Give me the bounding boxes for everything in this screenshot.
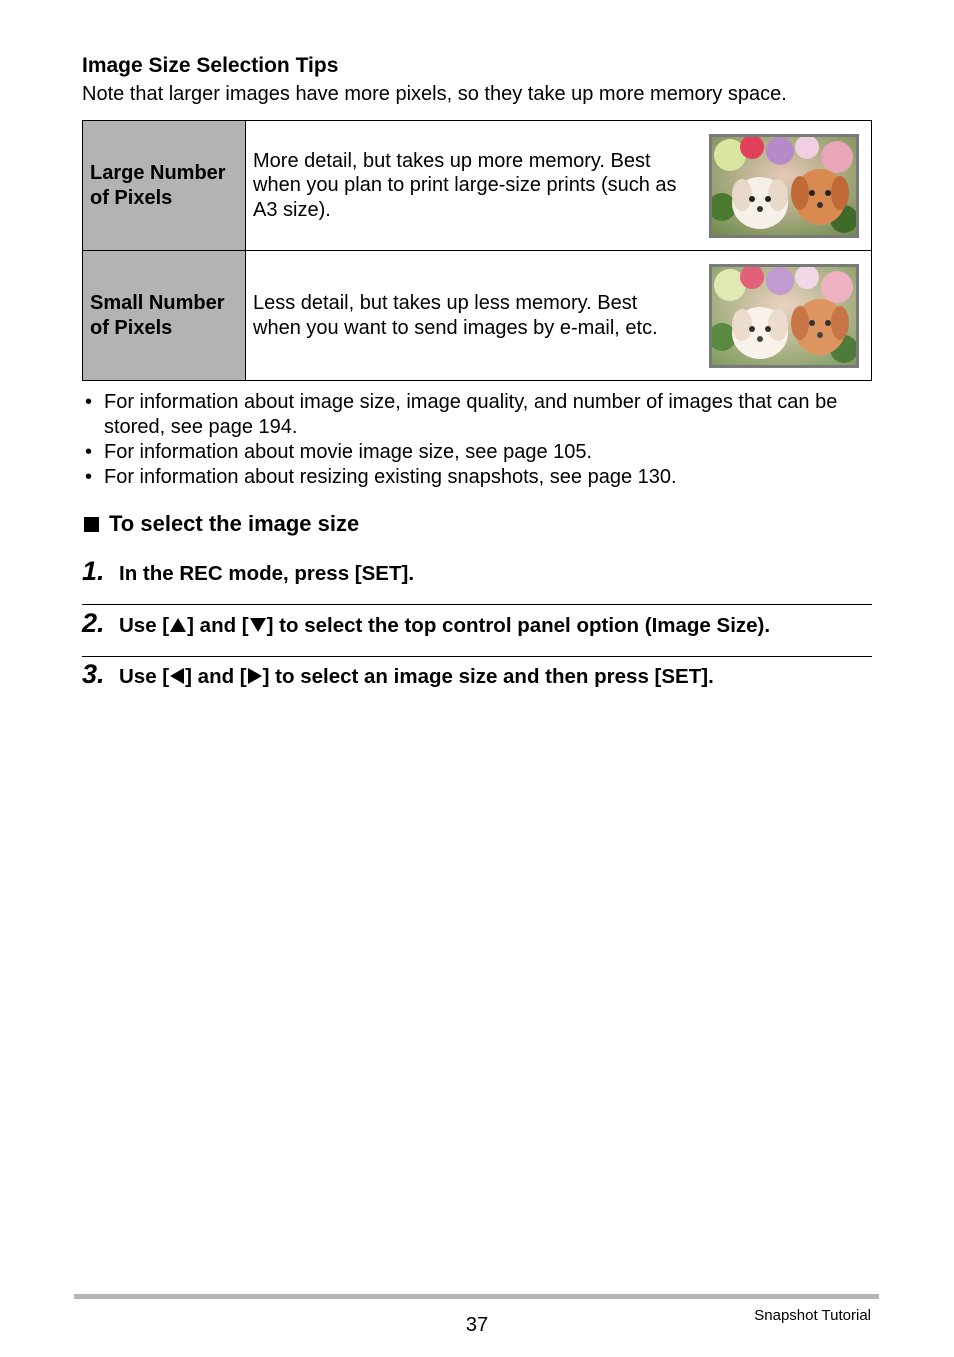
step-divider [82,604,872,605]
square-bullet-icon [84,517,99,532]
bullet: • [85,441,93,463]
table-row [83,121,872,251]
note-text: For information about resizing existing snapshots, see page 130. [104,466,677,488]
section-heading-text: To select the image size [109,511,360,536]
step-text: Use [ ] and [ ] to select an image size and then press [SET]. [119,665,714,688]
list-item [82,465,872,490]
list-item [82,390,872,440]
step-divider [82,656,872,657]
table-row [83,251,872,381]
description-text: More detail, but takes up more memory. Best when you plan to print large-size prints (such as A3 size). [253,149,677,221]
step-2 [82,608,872,639]
footer-section-name: Snapshot Tutorial [754,1307,871,1324]
description-text: Less detail, but takes up less memory. Best when you want to send images by e-mail, etc. [253,292,658,339]
down-arrow-icon [250,618,266,632]
notes-list [82,390,872,490]
section-heading [84,511,359,537]
step-number: 3. [82,659,105,689]
label-line: Small Number [90,291,225,314]
left-arrow-icon [170,668,184,684]
list-item [82,440,872,465]
up-arrow-icon [170,618,186,632]
right-arrow-icon [248,668,262,684]
puppies-photo-large [709,134,859,238]
desc-cell-large [246,121,872,251]
puppies-photo-small [709,264,859,368]
label-line: of Pixels [90,316,173,339]
step-3 [82,659,872,690]
bullet: • [85,391,93,413]
step-1 [82,556,872,587]
label-cell-large [83,121,246,251]
note-text: For information about image size, image quality, and number of images that can be stored, see page 194. [104,391,838,438]
bullet: • [85,466,93,488]
tips-note: Note that larger images have more pixels, so they take up more memory space. [82,83,787,105]
footer-rule [74,1294,879,1299]
note-text: For information about movie image size, see page 105. [104,441,593,463]
step-text: Use [ ] and [ ] to select the top control panel option (Image Size). [119,614,771,637]
step-text: In the REC mode, press [SET]. [119,562,415,585]
step-number: 2. [82,608,105,638]
tips-title: Image Size Selection Tips [82,54,339,77]
image-size-table [82,120,872,381]
step-number: 1. [82,556,105,586]
page-number: 37 [465,1314,489,1336]
label-cell-small [83,251,246,381]
label-line: Large Number [90,161,226,184]
desc-cell-small [246,251,872,381]
label-line: of Pixels [90,186,173,209]
